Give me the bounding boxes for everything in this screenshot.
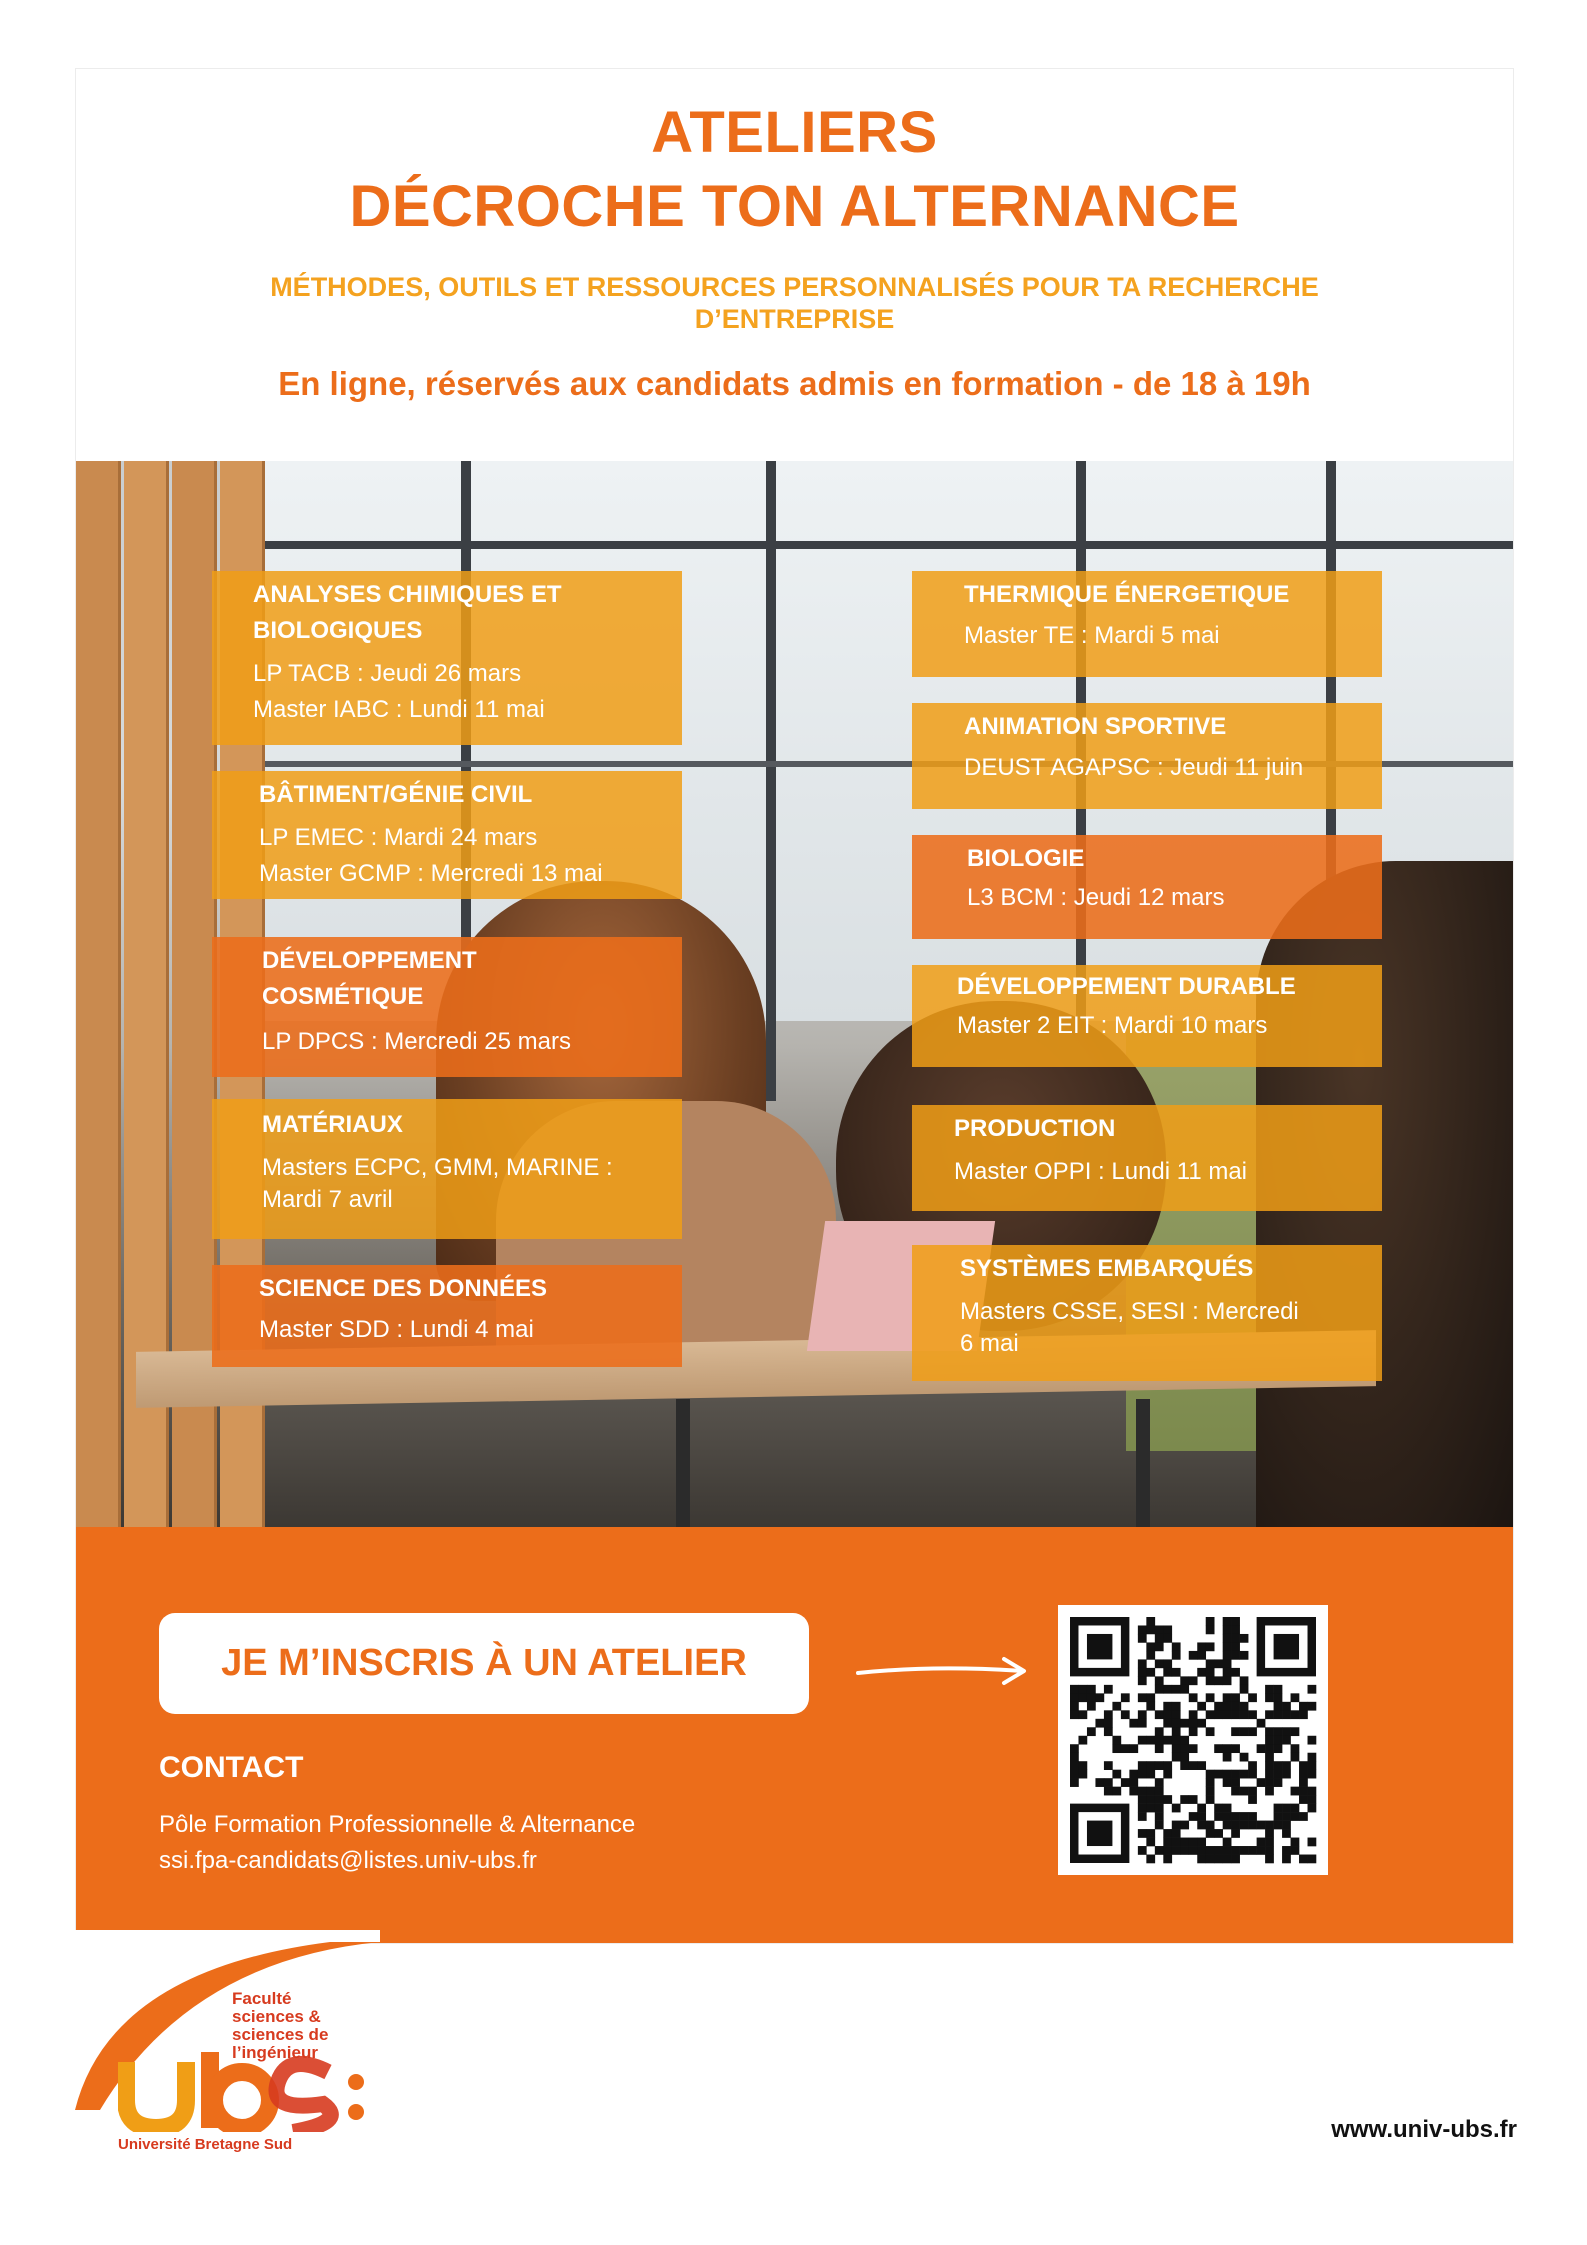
faculty-name-line: sciences de: [232, 2025, 329, 2044]
workshop-session: Master 2 EIT : Mardi 10 mars: [957, 1012, 1268, 1039]
qr-code-icon[interactable]: [1058, 1605, 1328, 1875]
workshop-box: [212, 1265, 682, 1367]
workshop-session: Master SDD : Lundi 4 mai: [259, 1316, 534, 1343]
poster-title-line2: DÉCROCHE TON ALTERNANCE: [349, 174, 1240, 239]
workshop-heading: DÉVELOPPEMENT DURABLE: [957, 973, 1296, 1000]
contact-heading: CONTACT: [159, 1751, 304, 1784]
workshop-heading: PRODUCTION: [954, 1115, 1116, 1142]
workshop-session: Master IABC : Lundi 11 mai: [253, 696, 545, 723]
faculty-name-line: sciences &: [232, 2007, 321, 2026]
ubs-logo-mark: [118, 2052, 378, 2132]
poster-title-line1: ATELIERS: [651, 100, 938, 165]
contact-email-link[interactable]: ssi.fpa-candidats@listes.univ-ubs.fr: [159, 1847, 537, 1874]
register-workshop-button[interactable]: [159, 1613, 809, 1714]
workshop-heading: BIOLOGIE: [967, 845, 1085, 872]
website-link[interactable]: www.univ-ubs.fr: [1331, 2116, 1517, 2143]
workshop-session: Masters CSSE, SESI : Mercredi: [960, 1298, 1299, 1325]
register-workshop-label: JE M’INSCRIS À UN ATELIER: [221, 1642, 747, 1684]
workshop-session: DEUST AGAPSC : Jeudi 11 juin: [964, 754, 1304, 781]
workshop-box: [912, 835, 1382, 939]
workshop-heading: ANALYSES CHIMIQUES ET: [253, 581, 562, 608]
poster-subtitle-line2: D’ENTREPRISE: [694, 304, 895, 334]
workshop-heading: SYSTÈMES EMBARQUÉS: [960, 1255, 1254, 1282]
workshop-session: L3 BCM : Jeudi 12 mars: [967, 884, 1225, 911]
workshop-heading: COSMÉTIQUE: [262, 983, 424, 1010]
qr-code-graphic: [1058, 1605, 1328, 1875]
workshop-session: 6 mai: [960, 1330, 1019, 1357]
workshop-box: [912, 965, 1382, 1067]
workshop-box: [912, 1245, 1382, 1381]
workshop-session: LP EMEC : Mardi 24 mars: [259, 824, 538, 851]
workshop-box: [912, 571, 1382, 677]
workshop-session: Master TE : Mardi 5 mai: [964, 622, 1220, 649]
workshop-box: [912, 703, 1382, 809]
workshop-box: [212, 771, 682, 899]
faculty-name-line: Faculté: [232, 1989, 292, 2008]
workshop-box: [212, 571, 682, 745]
workshop-box: [212, 1099, 682, 1239]
faculty-name-line: l’ingénieur: [232, 2043, 318, 2062]
schedule-info: En ligne, réservés aux candidats admis en formation - de 18 à 19h: [278, 365, 1311, 402]
workshop-heading: SCIENCE DES DONNÉES: [259, 1275, 548, 1302]
poster-card: [75, 68, 1514, 1944]
university-name: Université Bretagne Sud: [118, 2136, 293, 2153]
workshop-box: [912, 1105, 1382, 1211]
workshop-box: [212, 937, 682, 1077]
workshop-heading: THERMIQUE ÉNERGETIQUE: [964, 581, 1290, 608]
contact-department: Pôle Formation Professionnelle & Alternance: [159, 1811, 636, 1838]
workshop-session: Mardi 7 avril: [262, 1186, 393, 1213]
workshop-heading: BÂTIMENT/GÉNIE CIVIL: [259, 781, 533, 808]
workshop-heading: DÉVELOPPEMENT: [262, 947, 477, 974]
workshop-session: LP TACB : Jeudi 26 mars: [253, 660, 522, 687]
arrow-right-icon: [854, 1653, 1034, 1689]
workshop-session: LP DPCS : Mercredi 25 mars: [262, 1028, 571, 1055]
workshop-heading: MATÉRIAUX: [262, 1111, 403, 1138]
workshop-session: Master OPPI : Lundi 11 mai: [954, 1158, 1248, 1185]
workshop-heading: BIOLOGIQUES: [253, 617, 423, 644]
ubs-logo: [118, 2052, 378, 2132]
poster-subtitle-line1: MÉTHODES, OUTILS ET RESSOURCES PERSONNALISÉS POUR TA RECHERCHE: [270, 272, 1319, 302]
workshop-session: Master GCMP : Mercredi 13 mai: [259, 860, 603, 887]
workshop-heading: ANIMATION SPORTIVE: [964, 713, 1227, 740]
workshop-session: Masters ECPC, GMM, MARINE :: [262, 1154, 613, 1181]
